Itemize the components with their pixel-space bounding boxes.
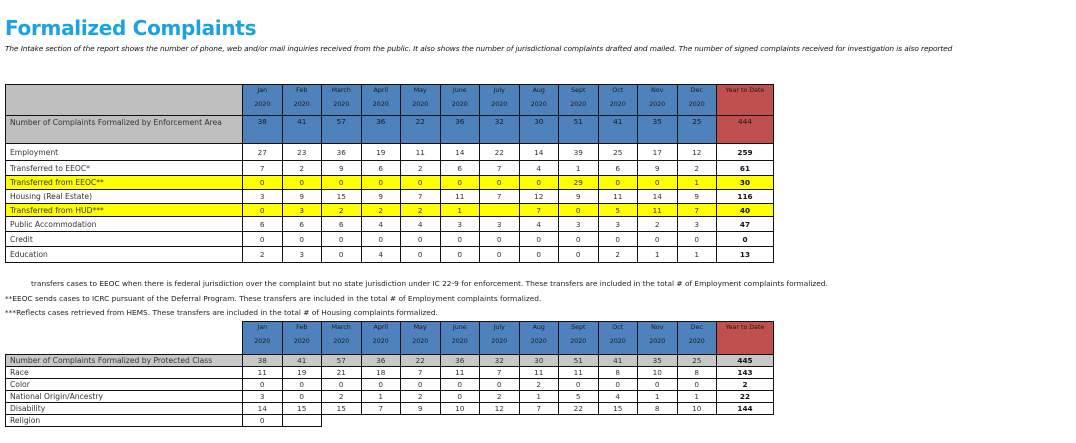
cell-value: 0 bbox=[282, 176, 322, 190]
cell-blank bbox=[480, 415, 520, 427]
table-row bbox=[6, 161, 774, 176]
cell-ytd: 445 bbox=[717, 355, 774, 367]
cell-value: 2 bbox=[401, 204, 441, 217]
cell-value: 2 bbox=[401, 391, 441, 403]
cell-value: 12 bbox=[480, 403, 520, 415]
cell-value: 9 bbox=[322, 161, 362, 176]
row-label: Public Accommodation bbox=[6, 217, 243, 232]
header-month: Dec 2020 bbox=[677, 322, 717, 355]
cell-value: 36 bbox=[322, 144, 362, 161]
cell-value: 11 bbox=[598, 190, 638, 204]
header-month: Oct 2020 bbox=[598, 322, 638, 355]
cell-blank bbox=[401, 415, 441, 427]
page-title: Formalized Complaints bbox=[5, 16, 257, 40]
cell-value: 0 bbox=[559, 232, 599, 247]
cell-value: 7 bbox=[480, 367, 520, 379]
cell-value: 7 bbox=[480, 190, 520, 204]
cell-ytd: 40 bbox=[717, 204, 774, 217]
cell-value: 2 bbox=[598, 247, 638, 263]
cell-value: 14 bbox=[243, 403, 283, 415]
footnote-1: transfers cases to EEOC when there is federal jurisdiction over the complaint but no state jurisdiction under IC 22-9 for enforcement. These transfers are included in the total # of Employment complaints formalized. bbox=[31, 279, 828, 288]
cell-value: 0 bbox=[559, 204, 599, 217]
cell-value: 36 bbox=[440, 116, 480, 144]
cell-value: 36 bbox=[440, 355, 480, 367]
cell-value: 0 bbox=[282, 232, 322, 247]
header-month: Feb 2020 bbox=[282, 322, 322, 355]
header-month: Dec 2020 bbox=[677, 85, 717, 116]
cell-value: 0 bbox=[440, 247, 480, 263]
cell-value: 2 bbox=[638, 217, 678, 232]
row-label: National Origin/Ancestry bbox=[6, 391, 243, 403]
cell-value: 0 bbox=[638, 232, 678, 247]
cell-value: 2 bbox=[282, 161, 322, 176]
header-month: Aug 2020 bbox=[519, 85, 559, 116]
row-label: Transferred to EEOC* bbox=[6, 161, 243, 176]
cell-value: 11 bbox=[559, 367, 599, 379]
cell-value: 14 bbox=[519, 144, 559, 161]
cell-value: 0 bbox=[243, 204, 283, 217]
cell-value: 6 bbox=[361, 161, 401, 176]
cell-value: 1 bbox=[559, 161, 599, 176]
header-month: March 2020 bbox=[322, 85, 362, 116]
cell-value: 2 bbox=[322, 391, 362, 403]
table-row bbox=[6, 415, 774, 427]
cell-value: 2 bbox=[519, 379, 559, 391]
cell-value: 21 bbox=[322, 367, 362, 379]
cell-value: 15 bbox=[322, 190, 362, 204]
cell-value: 32 bbox=[480, 355, 520, 367]
cell-ytd: 22 bbox=[717, 391, 774, 403]
cell-value: 3 bbox=[480, 217, 520, 232]
cell-value: 0 bbox=[322, 176, 362, 190]
cell-value: 12 bbox=[677, 144, 717, 161]
header-month: Nov 2020 bbox=[638, 85, 678, 116]
cell-value: 9 bbox=[282, 190, 322, 204]
row-label: Housing (Real Estate) bbox=[6, 190, 243, 204]
cell-ytd: 61 bbox=[717, 161, 774, 176]
cell-value: 4 bbox=[361, 247, 401, 263]
cell-value: 6 bbox=[322, 217, 362, 232]
cell-blank bbox=[717, 415, 774, 427]
cell-value: 22 bbox=[559, 403, 599, 415]
cell-value: 4 bbox=[361, 217, 401, 232]
header-month: June 2020 bbox=[440, 85, 480, 116]
header-month: Sept 2020 bbox=[559, 85, 599, 116]
table-header-row bbox=[6, 322, 774, 355]
cell-value: 30 bbox=[519, 116, 559, 144]
cell-value: 27 bbox=[243, 144, 283, 161]
cell-value: 8 bbox=[598, 367, 638, 379]
header-month: Aug 2020 bbox=[519, 322, 559, 355]
cell-value: 11 bbox=[440, 190, 480, 204]
cell-value: 0 bbox=[677, 379, 717, 391]
header-month: April 2020 bbox=[361, 85, 401, 116]
cell-value: 51 bbox=[559, 116, 599, 144]
cell-value: 0 bbox=[440, 232, 480, 247]
cell-value: 0 bbox=[480, 247, 520, 263]
cell-value: 7 bbox=[519, 403, 559, 415]
cell-value: 0 bbox=[519, 176, 559, 190]
cell-value: 0 bbox=[598, 232, 638, 247]
cell-value: 3 bbox=[243, 391, 283, 403]
cell-value: 19 bbox=[282, 367, 322, 379]
cell-value: 1 bbox=[638, 247, 678, 263]
cell-ytd: 259 bbox=[717, 144, 774, 161]
cell-value bbox=[480, 204, 520, 217]
cell-value: 0 bbox=[282, 379, 322, 391]
cell-value: 7 bbox=[361, 403, 401, 415]
total-row bbox=[6, 355, 774, 367]
header-month: Oct 2020 bbox=[598, 85, 638, 116]
table-row bbox=[6, 190, 774, 204]
cell-value: 0 bbox=[401, 379, 441, 391]
header-month: March 2020 bbox=[322, 322, 362, 355]
cell-value: 1 bbox=[638, 391, 678, 403]
cell-value: 23 bbox=[282, 144, 322, 161]
cell-ytd: 30 bbox=[717, 176, 774, 190]
cell-value: 2 bbox=[480, 391, 520, 403]
cell-blank bbox=[361, 415, 401, 427]
cell-blank bbox=[559, 415, 599, 427]
cell-value: 0 bbox=[638, 379, 678, 391]
cell-value: 3 bbox=[282, 247, 322, 263]
cell-value: 41 bbox=[282, 116, 322, 144]
header-month: Nov 2020 bbox=[638, 322, 678, 355]
cell-value: 1 bbox=[677, 176, 717, 190]
header-month: Sept 2020 bbox=[559, 322, 599, 355]
cell-value: 0 bbox=[440, 391, 480, 403]
cell-value: 7 bbox=[519, 204, 559, 217]
cell-value: 0 bbox=[361, 379, 401, 391]
cell-value: 36 bbox=[361, 355, 401, 367]
cell-value: 41 bbox=[282, 355, 322, 367]
cell-value: 36 bbox=[361, 116, 401, 144]
header-month: Jan 2020 bbox=[243, 322, 283, 355]
cell-ytd: 116 bbox=[717, 190, 774, 204]
cell-value: 6 bbox=[598, 161, 638, 176]
cell-value: 11 bbox=[638, 204, 678, 217]
header-month: July 2020 bbox=[480, 322, 520, 355]
cell-value: 11 bbox=[243, 367, 283, 379]
cell-value: 4 bbox=[519, 161, 559, 176]
cell-value: 0 bbox=[243, 176, 283, 190]
table-row bbox=[6, 247, 774, 263]
cell-value: 11 bbox=[519, 367, 559, 379]
cell-value: 19 bbox=[361, 144, 401, 161]
table-header-row bbox=[6, 85, 774, 116]
cell-value: 15 bbox=[322, 403, 362, 415]
cell-value: 0 bbox=[598, 379, 638, 391]
cell-value: 1 bbox=[361, 391, 401, 403]
header-month: May 2020 bbox=[401, 322, 441, 355]
header-month: July 2020 bbox=[480, 85, 520, 116]
cell-value: 22 bbox=[401, 355, 441, 367]
cell-blank bbox=[638, 415, 678, 427]
row-label: Credit bbox=[6, 232, 243, 247]
cell-value: 4 bbox=[519, 217, 559, 232]
cell-value: 14 bbox=[638, 190, 678, 204]
header-year-to-date: Year to Date bbox=[717, 85, 774, 116]
row-label: Transferred from HUD*** bbox=[6, 204, 243, 217]
cell-value: 3 bbox=[677, 217, 717, 232]
row-label: Transferred from EEOC** bbox=[6, 176, 243, 190]
cell-value: 7 bbox=[480, 161, 520, 176]
cell-value: 14 bbox=[440, 144, 480, 161]
cell-value: 5 bbox=[598, 204, 638, 217]
cell-value: 9 bbox=[638, 161, 678, 176]
cell-value: 4 bbox=[598, 391, 638, 403]
cell-value: 0 bbox=[243, 379, 283, 391]
cell-value: 7 bbox=[243, 161, 283, 176]
cell-value: 3 bbox=[559, 217, 599, 232]
header-label-cell bbox=[6, 85, 243, 116]
table-row bbox=[6, 403, 774, 415]
table-row bbox=[6, 232, 774, 247]
cell-value: 1 bbox=[440, 204, 480, 217]
cell-value: 10 bbox=[638, 367, 678, 379]
table-row bbox=[6, 379, 774, 391]
cell-value: 0 bbox=[322, 232, 362, 247]
cell-value: 1 bbox=[677, 391, 717, 403]
cell-value: 5 bbox=[559, 391, 599, 403]
cell-value: 0 bbox=[361, 232, 401, 247]
table-row bbox=[6, 204, 774, 217]
cell-value: 3 bbox=[243, 190, 283, 204]
cell-value: 11 bbox=[401, 144, 441, 161]
cell-value: 0 bbox=[361, 176, 401, 190]
cell-value: 0 bbox=[440, 176, 480, 190]
cell-value: 1 bbox=[677, 247, 717, 263]
cell-value: 3 bbox=[440, 217, 480, 232]
cell-value: 22 bbox=[401, 116, 441, 144]
intro-text: The Intake section of the report shows the number of phone, web and/or mail inquiries received from the public. It also shows the number of jurisdictional complaints drafted and mailed. The number of signed complaints received for investigation is also reported bbox=[5, 44, 953, 53]
cell-value: 39 bbox=[559, 144, 599, 161]
header-label-cell bbox=[6, 322, 243, 355]
footnotes bbox=[5, 277, 828, 321]
cell-value: 0 bbox=[559, 379, 599, 391]
cell-value: 8 bbox=[677, 367, 717, 379]
cell-value: 10 bbox=[677, 403, 717, 415]
row-label: Race bbox=[6, 367, 243, 379]
cell-value: 1 bbox=[519, 391, 559, 403]
cell-value: 30 bbox=[519, 355, 559, 367]
row-label: Number of Complaints Formalized by Enforcement Area bbox=[6, 116, 243, 144]
cell-value: 0 bbox=[322, 247, 362, 263]
cell-value: 38 bbox=[243, 355, 283, 367]
cell-value: 11 bbox=[440, 367, 480, 379]
cell-value: 2 bbox=[401, 161, 441, 176]
header-month: May 2020 bbox=[401, 85, 441, 116]
cell-ytd: 444 bbox=[717, 116, 774, 144]
cell-blank bbox=[598, 415, 638, 427]
table-row bbox=[6, 176, 774, 190]
cell-value: 0 bbox=[480, 232, 520, 247]
cell-value: 18 bbox=[361, 367, 401, 379]
cell-value: 2 bbox=[677, 161, 717, 176]
cell-blank bbox=[322, 415, 362, 427]
cell-ytd: 47 bbox=[717, 217, 774, 232]
total-row bbox=[6, 116, 774, 144]
cell-blank bbox=[519, 415, 559, 427]
row-label: Color bbox=[6, 379, 243, 391]
cell-value: 22 bbox=[480, 144, 520, 161]
cell-value: 25 bbox=[677, 116, 717, 144]
cell-value: 51 bbox=[559, 355, 599, 367]
header-month: June 2020 bbox=[440, 322, 480, 355]
cell-value: 0 bbox=[638, 176, 678, 190]
cell-ytd: 144 bbox=[717, 403, 774, 415]
cell-value: 0 bbox=[282, 391, 322, 403]
header-month: April 2020 bbox=[361, 322, 401, 355]
cell-value: 2 bbox=[243, 247, 283, 263]
cell-value: 0 bbox=[480, 379, 520, 391]
cell-value: 7 bbox=[401, 367, 441, 379]
table-row bbox=[6, 217, 774, 232]
cell-value: 57 bbox=[322, 116, 362, 144]
cell-value: 35 bbox=[638, 116, 678, 144]
cell-value: 0 bbox=[677, 232, 717, 247]
cell-value: 3 bbox=[282, 204, 322, 217]
cell-ytd: 13 bbox=[717, 247, 774, 263]
cell-value: 7 bbox=[401, 190, 441, 204]
cell-blank bbox=[440, 415, 480, 427]
cell-value: 6 bbox=[282, 217, 322, 232]
cell-value: 6 bbox=[243, 217, 283, 232]
row-label: Religion bbox=[6, 415, 243, 427]
cell-value: 0 bbox=[243, 232, 283, 247]
cell-value: 15 bbox=[282, 403, 322, 415]
cell-value: 38 bbox=[243, 116, 283, 144]
cell-value: 25 bbox=[677, 355, 717, 367]
cell-blank bbox=[677, 415, 717, 427]
cell-value: 0 bbox=[440, 379, 480, 391]
cell-value: 0 bbox=[401, 247, 441, 263]
row-label: Disability bbox=[6, 403, 243, 415]
table-row bbox=[6, 367, 774, 379]
protected-class-table bbox=[5, 321, 774, 427]
cell-value: 0 bbox=[480, 176, 520, 190]
cell-value: 9 bbox=[361, 190, 401, 204]
cell-value: 29 bbox=[559, 176, 599, 190]
cell-value: 2 bbox=[322, 204, 362, 217]
cell-value: 7 bbox=[677, 204, 717, 217]
cell-value: 9 bbox=[401, 403, 441, 415]
footnote-2: **EEOC sends cases to ICRC pursuant of the Deferral Program. These transfers are included in the total # of Employment complaints formalized. bbox=[5, 293, 542, 303]
footnote-3: ***Reflects cases retrieved from HEMS. These transfers are included in the total # of Housing complaints formalized. bbox=[5, 308, 438, 317]
cell-ytd: 2 bbox=[717, 379, 774, 391]
cell-value: 25 bbox=[598, 144, 638, 161]
cell-value: 35 bbox=[638, 355, 678, 367]
cell-value: 0 bbox=[519, 247, 559, 263]
cell-value: 0 bbox=[598, 176, 638, 190]
header-year-to-date: Year to Date bbox=[717, 322, 774, 355]
cell-value: 0 bbox=[401, 176, 441, 190]
cell-value: 15 bbox=[598, 403, 638, 415]
cell-value: 12 bbox=[519, 190, 559, 204]
cell-value: 4 bbox=[401, 217, 441, 232]
table-row bbox=[6, 391, 774, 403]
table-row bbox=[6, 144, 774, 161]
cell-value: 57 bbox=[322, 355, 362, 367]
cell-value: 6 bbox=[440, 161, 480, 176]
cell-value: 0 bbox=[401, 232, 441, 247]
header-month: Feb 2020 bbox=[282, 85, 322, 116]
cell-ytd: 143 bbox=[717, 367, 774, 379]
header-month: Jan 2020 bbox=[243, 85, 283, 116]
row-label: Employment bbox=[6, 144, 243, 161]
cell-ytd: 0 bbox=[717, 232, 774, 247]
cell-value: 2 bbox=[361, 204, 401, 217]
cell-value: 0 bbox=[322, 379, 362, 391]
cell-value: 10 bbox=[440, 403, 480, 415]
row-label: Education bbox=[6, 247, 243, 263]
cell-value: 41 bbox=[598, 116, 638, 144]
cell-empty bbox=[282, 415, 322, 427]
cell-value: 0 bbox=[519, 232, 559, 247]
row-label: Number of Complaints Formalized by Protected Class bbox=[6, 355, 243, 367]
cell-value: 0 bbox=[559, 247, 599, 263]
cell-value: 9 bbox=[677, 190, 717, 204]
cell-value: 17 bbox=[638, 144, 678, 161]
cell-value: 32 bbox=[480, 116, 520, 144]
cell-value: 3 bbox=[598, 217, 638, 232]
cell-value: 0 bbox=[243, 415, 283, 427]
cell-value: 9 bbox=[559, 190, 599, 204]
enforcement-area-table bbox=[5, 84, 774, 263]
cell-value: 8 bbox=[638, 403, 678, 415]
cell-value: 41 bbox=[598, 355, 638, 367]
